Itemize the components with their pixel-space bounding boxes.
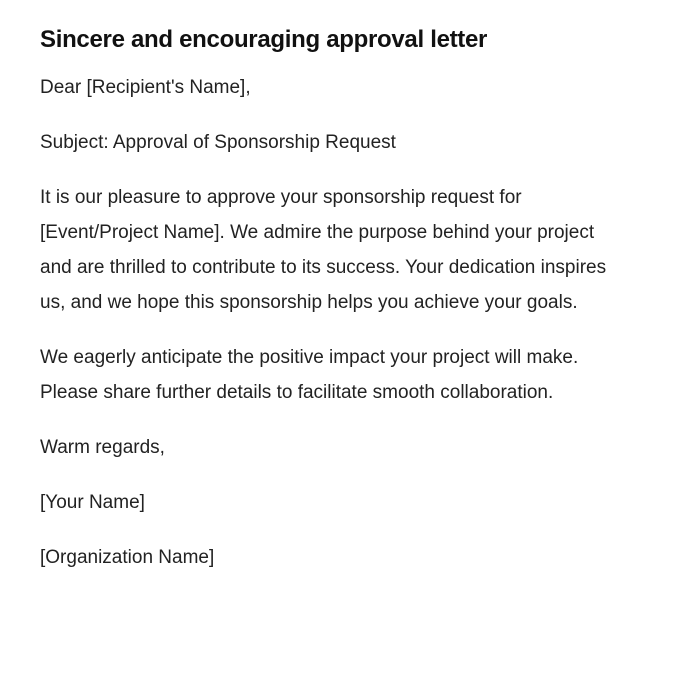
body-paragraph: It is our pleasure to approve your sponsorship request for [Event/Project Name]. We admire the purpose behind your project and are thrilled to contribute to its success. Your dedication inspires us, and we hope this sponsorship helps you achieve your goals. — [40, 187, 607, 313]
signer-name: [Your Name] — [40, 492, 145, 513]
salutation: Dear [Recipient's Name], — [40, 77, 251, 98]
subject-line: Subject: Approval of Sponsorship Request — [40, 132, 396, 153]
body-paragraph: We eagerly anticipate the positive impact your project will make. Please share further details to facilitate smooth collaboration. — [40, 347, 579, 403]
letter-title: Sincere and encouraging approval letter — [40, 26, 488, 53]
organization-name: [Organization Name] — [40, 547, 215, 568]
closing: Warm regards, — [40, 437, 165, 458]
